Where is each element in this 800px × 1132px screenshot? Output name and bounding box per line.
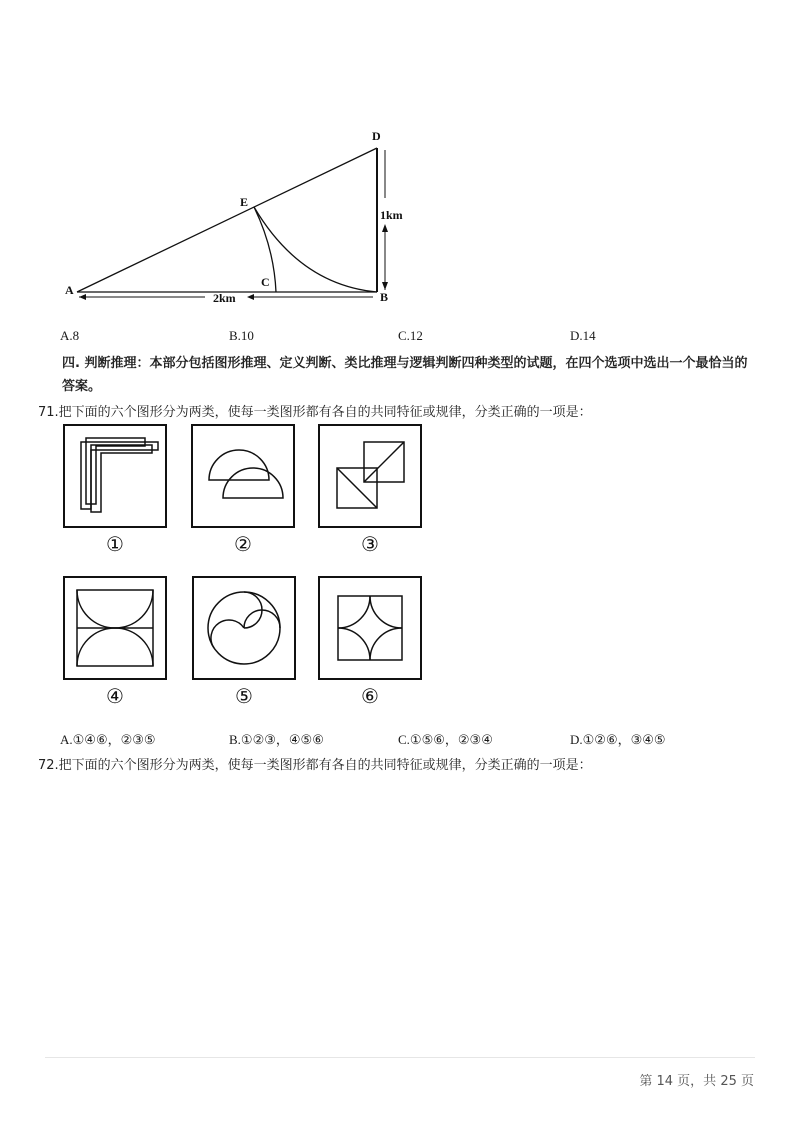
figure-6-label: ⑥ (361, 684, 379, 708)
figure-3 (318, 424, 422, 528)
q70-option-d[interactable]: D.14 (570, 328, 596, 343)
footer-divider (45, 1057, 755, 1058)
q71-option-c[interactable]: C.①⑤⑥，②③④ (398, 732, 493, 747)
q71-option-a[interactable]: A.①④⑥，②③⑤ (60, 732, 156, 747)
q71-question: 71.把下面的六个图形分为两类，使每一类图形都有各自的共同特征或规律，分类正确的一项是： (38, 405, 592, 420)
figure-3-label: ③ (361, 532, 379, 556)
figure-5-label: ⑤ (235, 684, 253, 708)
page-number: 第 14 页，共 25 页 (639, 1074, 754, 1089)
point-b-label: B (380, 290, 389, 304)
q70-option-b[interactable]: B.10 (229, 328, 254, 343)
q70-option-a[interactable]: A.8 (60, 328, 80, 343)
q71-option-d[interactable]: D.①②⑥，③④⑤ (570, 732, 666, 747)
q72-question: 72.把下面的六个图形分为两类，使每一类图形都有各自的共同特征或规律，分类正确的一项是： (38, 758, 592, 773)
point-d-label: D (372, 129, 381, 143)
figure-6 (318, 576, 422, 680)
figure-1-label: ① (106, 532, 124, 556)
figure-2-label: ② (234, 532, 252, 556)
point-e-label: E (240, 195, 249, 209)
figure-1 (63, 424, 167, 528)
q70-option-c[interactable]: C.12 (398, 328, 423, 343)
distance-2km-label: 2km (213, 291, 236, 305)
figure-4-label: ④ (106, 684, 124, 708)
figure-4 (63, 576, 167, 680)
figure-5 (192, 576, 296, 680)
geometry-diagram (55, 120, 415, 310)
section-heading: 四. 判断推理：本部分包括图形推理、定义判断、类比推理与逻辑判断四种类型的试题，在四个选项中选出一个最恰当的答案。 (62, 356, 748, 394)
figure-2 (191, 424, 295, 528)
distance-1km-label: 1km (380, 208, 403, 222)
q71-option-b[interactable]: B.①②③，④⑤⑥ (229, 732, 324, 747)
point-c-label: C (261, 275, 270, 289)
point-a-label: A (65, 283, 74, 297)
